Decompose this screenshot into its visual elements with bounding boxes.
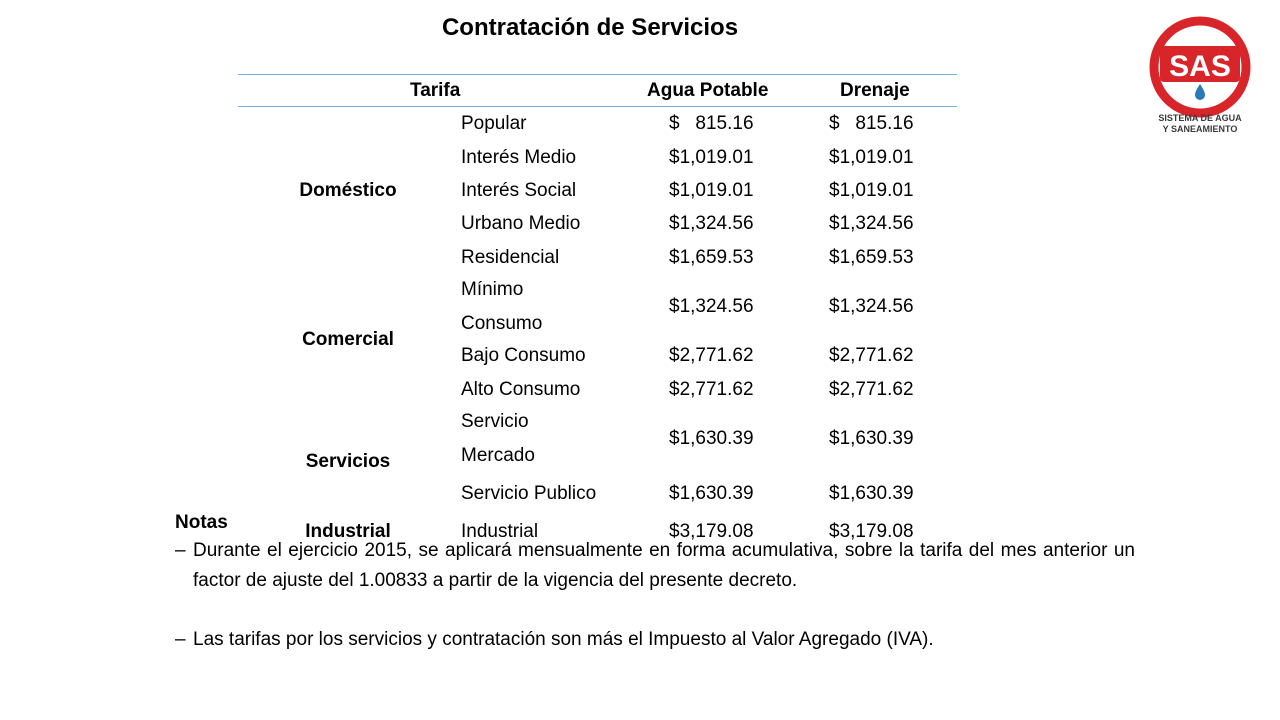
row-name-line1: Mínimo <box>461 279 524 300</box>
note-bullet: – <box>175 629 186 650</box>
category-comercial: Comercial <box>302 329 394 350</box>
row-drenaje: $1,324.56 <box>829 213 914 234</box>
category-servicios: Servicios <box>305 451 391 472</box>
row-name: Residencial <box>461 247 560 268</box>
logo-caption <box>1150 113 1250 135</box>
row-agua: $1,630.39 <box>669 483 754 504</box>
logo-caption-line1: SISTEMA DE AGUA <box>1158 113 1242 123</box>
row-name: Urbano Medio <box>461 213 581 234</box>
notes-title: Notas <box>175 512 228 533</box>
row-name: Interés Medio <box>461 147 577 168</box>
row-drenaje: $2,771.62 <box>829 345 914 366</box>
row-agua: $ 815.16 <box>669 113 754 134</box>
page-title: Contratación de Servicios <box>441 14 739 41</box>
note-item <box>175 536 1135 596</box>
row-name: Bajo Consumo <box>461 345 586 366</box>
header-agua-potable: Agua Potable <box>647 80 769 101</box>
row-name: Popular <box>461 113 527 134</box>
row-agua: $1,019.01 <box>669 180 754 201</box>
note-item <box>175 625 1135 655</box>
table-header-rule <box>238 106 957 107</box>
row-drenaje: $3,179.08 <box>829 521 914 542</box>
row-name-line2: Mercado <box>461 445 535 466</box>
row-agua: $2,771.62 <box>669 379 754 400</box>
logo-caption-line2: Y SANEAMIENTO <box>1162 124 1238 134</box>
row-agua: $1,019.01 <box>669 147 754 168</box>
row-name: Alto Consumo <box>461 379 581 400</box>
note-text: Durante el ejercicio 2015, se aplicará mensualmente en forma acumulativa, sobre la tarifa del mes anterior un factor de ajuste del 1.00833 a partir de la vigencia del presente decreto. <box>193 540 1135 591</box>
row-name: Servicio Publico <box>461 483 597 504</box>
header-tarifa: Tarifa <box>410 80 461 101</box>
row-agua: $3,179.08 <box>669 521 754 542</box>
row-drenaje: $1,324.56 <box>829 296 914 317</box>
row-agua: $2,771.62 <box>669 345 754 366</box>
row-name: Industrial <box>461 521 539 542</box>
row-agua: $1,630.39 <box>669 428 754 449</box>
row-agua: $1,324.56 <box>669 213 754 234</box>
note-text: Las tarifas por los servicios y contratación son más el Impuesto al Valor Agregado (IVA). <box>193 629 934 650</box>
row-drenaje: $1,659.53 <box>829 247 914 268</box>
row-name-line1: Servicio <box>461 411 529 432</box>
header-drenaje: Drenaje <box>840 80 910 101</box>
row-drenaje: $2,771.62 <box>829 379 914 400</box>
row-drenaje: $1,019.01 <box>829 180 914 201</box>
row-drenaje: $1,630.39 <box>829 483 914 504</box>
row-agua: $1,659.53 <box>669 247 754 268</box>
row-name-line2: Consumo <box>461 313 543 334</box>
logo-text: SAS <box>1169 50 1231 83</box>
category-domestico: Doméstico <box>299 180 397 201</box>
note-bullet: – <box>175 540 186 561</box>
row-drenaje: $1,019.01 <box>829 147 914 168</box>
row-drenaje: $1,630.39 <box>829 428 914 449</box>
row-drenaje: $ 815.16 <box>829 113 914 134</box>
row-name: Interés Social <box>461 180 577 201</box>
table-top-rule <box>238 74 957 75</box>
category-industrial: Industrial <box>305 521 391 542</box>
row-agua: $1,324.56 <box>669 296 754 317</box>
